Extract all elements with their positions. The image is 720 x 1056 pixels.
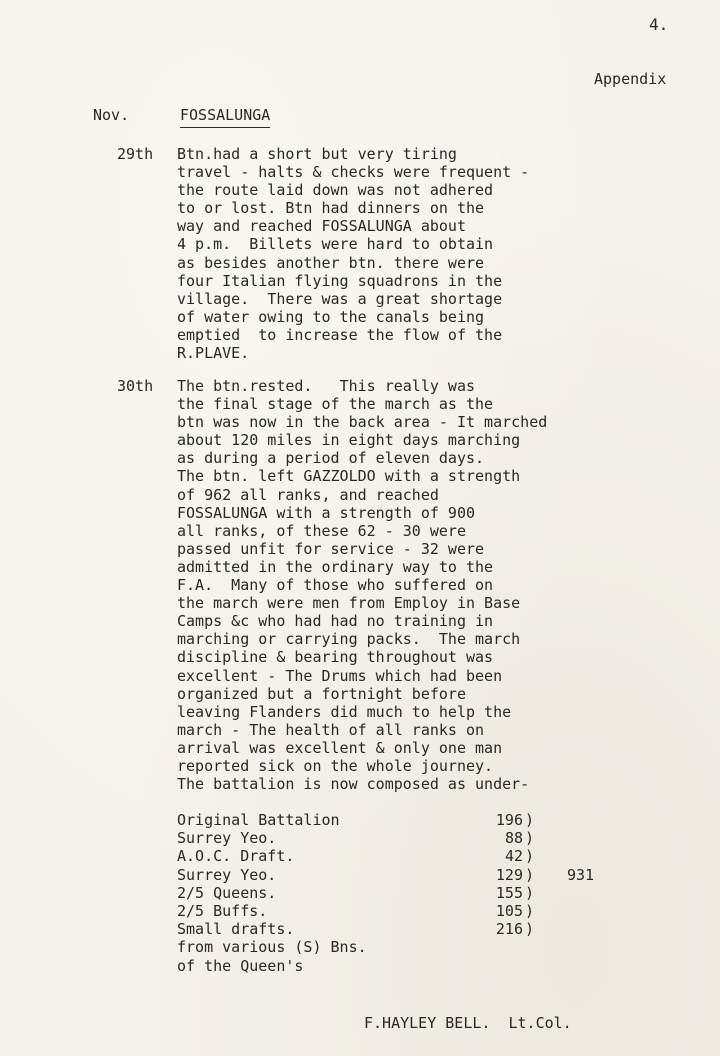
battalion-composition-table <box>177 811 637 975</box>
unit-count: 105 <box>495 901 523 920</box>
composition-row <box>177 811 637 829</box>
bracket: ) <box>525 865 535 884</box>
unit-name: 2/5 Queens. <box>177 883 277 902</box>
bracket: ) <box>525 883 535 902</box>
unit-count: 88 <box>504 829 523 848</box>
unit-count: 155 <box>495 883 523 902</box>
unit-name: of the Queen's <box>177 956 304 975</box>
month-label: Nov. <box>93 106 130 124</box>
unit-count: 42 <box>504 847 523 866</box>
unit-name: Small drafts. <box>177 920 295 939</box>
composition-row <box>177 829 637 847</box>
entry-text: Btn.had a short but very tiring travel - halts & checks were frequent - the route laid down was not adhered to or lost. Btn had dinners on the way and reached FOSSALUNGA about 4 p.m. Billets were hard to obtain as besides another btn. there were four Italian flying squadrons in the village. There was a great shortage of water owing to the canals being emptied to increase the flow of the R.PLAVE. <box>177 145 530 363</box>
unit-name: Surrey Yeo. <box>177 829 277 848</box>
place-title: FOSSALUNGA <box>180 106 270 128</box>
composition-total: 931 <box>567 865 595 884</box>
unit-name: 2/5 Buffs. <box>177 901 268 920</box>
unit-count: 216 <box>495 920 523 939</box>
unit-count: 196 <box>495 811 523 829</box>
unit-name: Surrey Yeo. <box>177 865 277 884</box>
composition-row <box>177 902 637 920</box>
unit-name: Original Battalion <box>177 811 340 829</box>
entry-date: 29th <box>117 145 154 163</box>
bracket: ) <box>525 901 535 920</box>
appendix-label: Appendix <box>594 70 667 88</box>
composition-row <box>177 847 637 865</box>
page-number: 4. <box>649 15 669 34</box>
unit-name: from various (S) Bns. <box>177 938 367 957</box>
bracket: ) <box>525 920 535 939</box>
entry-text: The btn.rested. This really was the final stage of the march as the btn was now in the back area - It marched about 120 miles in eight days marching as during a period of eleven days. The btn. left GAZZOLDO with a strength of 962 all ranks, and reached FOSSALUNGA with a strength of 900 all ranks, of these 62 - 30 were passed unfit for service - 32 were admitted in the ordinary way to the F.A. Many of those who suffered on the march were men from Employ in Base Camps &c who had had no training in marching or carrying packs. The march discipline & bearing throughout was excellent - The Drums which had been organized but a fortnight before leaving Flanders did much to help the march - The health of all ranks on arrival was excellent & only one man reported sick on the whole journey. The battalion is now composed as under- <box>177 377 548 794</box>
composition-row <box>177 957 637 975</box>
unit-name: A.O.C. Draft. <box>177 847 295 866</box>
unit-count: 129 <box>495 865 523 884</box>
entry-date: 30th <box>117 377 154 395</box>
bracket: ) <box>525 811 535 829</box>
bracket: ) <box>525 847 535 866</box>
composition-row <box>177 884 637 902</box>
signature: F.HAYLEY BELL. Lt.Col. <box>364 1014 572 1032</box>
composition-row <box>177 938 637 956</box>
bracket: ) <box>525 829 535 848</box>
composition-row <box>177 920 637 938</box>
